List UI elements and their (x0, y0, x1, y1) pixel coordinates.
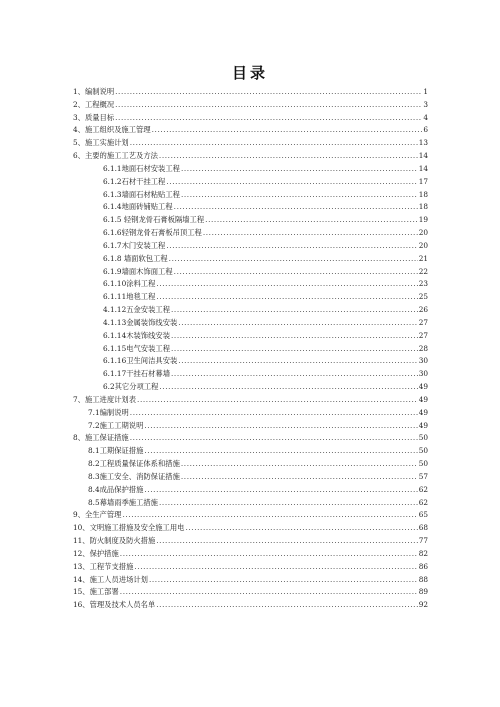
toc-entry-label: 8.4成品保护措施 (88, 484, 144, 494)
toc-leader-dots (156, 536, 417, 545)
toc-entry[interactable] (73, 584, 428, 596)
toc-entry-label: 6.1.4地面砖铺贴工程 (103, 202, 173, 212)
toc-leader-dots (115, 100, 422, 109)
toc-entry-label: 9、全生产管理 (73, 510, 122, 520)
toc-entry-page-number: 22 (418, 266, 428, 276)
toc-leader-dots (181, 472, 418, 481)
toc-entry[interactable] (88, 456, 428, 468)
toc-entry[interactable] (103, 174, 428, 186)
toc-entry-label: 8.5幕墙雨季施工措施 (88, 497, 158, 507)
toc-entry-label: 8.2工程质量保证体系和措施 (88, 459, 180, 469)
toc-entry-page-number: 89 (418, 587, 428, 597)
toc-leader-dots (178, 318, 417, 327)
toc-entry[interactable] (88, 405, 428, 417)
toc-entry-label: 1、编制说明 (73, 87, 115, 96)
toc-entry-label: 4.1.12五金安装工程 (103, 305, 170, 315)
toc-leader-dots (178, 356, 417, 365)
toc-entry[interactable] (73, 122, 428, 134)
toc-entry-page-number: 68 (418, 523, 428, 533)
toc-entry[interactable] (103, 289, 428, 301)
toc-entry-page-number: 19 (418, 215, 428, 225)
toc-entry-page-number: 49 (418, 382, 428, 392)
toc-entry-page-number: 50 (418, 459, 428, 469)
toc-entry-label: 4.1.13金属装饰线安装 (103, 317, 178, 327)
toc-leader-dots (120, 549, 418, 558)
toc-entry-label: 6.1.8 墙面软包工程 (103, 253, 168, 263)
toc-entry[interactable] (73, 559, 428, 571)
toc-leader-dots (144, 446, 417, 455)
toc-entry-page-number: 17 (418, 176, 428, 186)
toc-leader-dots (181, 459, 418, 468)
toc-entry-label: 6.1.3墙面石材粘贴工程 (103, 189, 180, 199)
toc-leader-dots (166, 177, 417, 186)
toc-entry-label: 6.1.15电气安装工程 (103, 343, 170, 353)
toc-entry-page-number: 28 (418, 343, 428, 353)
toc-entry[interactable] (73, 392, 428, 404)
toc-leader-dots (171, 344, 418, 353)
toc-leader-dots (130, 408, 418, 417)
toc-entry[interactable] (73, 520, 428, 532)
toc-entry-page-number: 20 (418, 228, 428, 238)
toc-entry[interactable] (103, 161, 428, 173)
toc-entry-label: 2、工程概况 (73, 99, 115, 109)
toc-entry[interactable] (88, 418, 428, 430)
toc-leader-dots (181, 190, 418, 199)
toc-entry-label: 15、施工部署 (73, 587, 119, 597)
toc-entry-page-number: 30 (418, 369, 428, 379)
toc-entry-label: 11、防火制度及防火措施 (73, 536, 156, 546)
toc-entry[interactable] (73, 507, 428, 519)
toc-entry-label: 3、质量目标 (73, 112, 115, 122)
toc-entry-page-number: 49 (418, 394, 428, 404)
page-title: 目录 (231, 64, 268, 82)
toc-entry-page-number: 30 (418, 356, 428, 366)
toc-leader-dots (137, 395, 418, 404)
toc-entry-page-number: 14 (418, 151, 428, 161)
toc-entry-label: 14、施工人员进场计划 (73, 574, 148, 584)
toc-entry[interactable] (73, 97, 428, 109)
toc-entry-label: 7.1编制说明 (88, 407, 129, 417)
toc-entry-page-number: 4 (423, 112, 428, 122)
toc-entry-label: 6.1.2石材干挂工程 (103, 176, 166, 186)
toc-entry-page-number: 1 (423, 87, 428, 96)
toc-entry-page-number: 27 (418, 330, 428, 340)
toc-entry[interactable] (73, 430, 428, 442)
toc-entry[interactable] (88, 443, 428, 455)
toc-leader-dots (149, 575, 418, 584)
toc-leader-dots (115, 87, 422, 96)
toc-entry-page-number: 50 (418, 446, 428, 456)
toc-entry-page-number: 20 (418, 240, 428, 250)
toc-entry[interactable] (73, 533, 428, 545)
toc-leader-dots (159, 382, 417, 391)
toc-entry-label: 6.1.16卫生间洁具安装 (103, 356, 178, 366)
toc-entry-label: 7、施工进度计划表 (73, 394, 137, 404)
toc-entry[interactable] (103, 353, 428, 365)
toc-leader-dots (174, 202, 418, 211)
toc-entry-label: 16、管理及技术人员名单 (73, 600, 156, 610)
toc-leader-dots (134, 562, 417, 571)
toc-entry[interactable] (73, 597, 428, 609)
toc-entry[interactable] (103, 276, 428, 288)
toc-leader-dots (120, 587, 418, 596)
toc-leader-dots (159, 151, 418, 160)
toc-entry-page-number: 18 (418, 189, 428, 199)
toc-entry-label: 12、保护措施 (73, 548, 119, 558)
toc-entry-label: 6.2其它分项工程 (103, 382, 159, 392)
toc-leader-dots (144, 485, 417, 494)
toc-entry-page-number: 92 (418, 600, 428, 610)
toc-entry-page-number: 82 (418, 548, 428, 558)
toc-entry-label: 6.1.11地毯工程 (103, 292, 156, 302)
toc-leader-dots (174, 267, 418, 276)
toc-leader-dots (181, 164, 418, 173)
toc-entry-page-number: 62 (418, 497, 428, 507)
toc-entry[interactable] (103, 225, 428, 237)
toc-entry[interactable] (88, 469, 428, 481)
toc-entry[interactable] (73, 148, 428, 160)
toc-entry-page-number: 21 (418, 253, 428, 263)
toc-entry-page-number: 65 (418, 510, 428, 520)
toc-entry[interactable] (103, 315, 428, 327)
toc-entry[interactable] (103, 328, 428, 340)
toc-entry-page-number: 13 (418, 138, 428, 148)
toc-entry[interactable] (73, 84, 428, 96)
toc-entry[interactable] (73, 546, 428, 558)
toc-entry-label: 6.1.14木装饰线安装 (103, 330, 170, 340)
toc-leader-dots (171, 305, 418, 314)
toc-leader-dots (205, 215, 418, 224)
toc-entry-page-number: 25 (418, 292, 428, 302)
toc-entry-page-number: 23 (418, 279, 428, 289)
toc-entry-page-number: 49 (418, 407, 428, 417)
toc-entry-label: 6.1.9墙面木饰面工程 (103, 266, 173, 276)
toc-leader-dots (130, 138, 418, 147)
toc-leader-dots (156, 279, 417, 288)
toc-entry[interactable] (73, 135, 428, 147)
toc-leader-dots (115, 113, 422, 122)
toc-entry-label: 10、文明施工措施及安全施工用电 (73, 523, 185, 533)
toc-entry-page-number: 62 (418, 484, 428, 494)
toc-entry-label: 6.1.1地面石材安装工程 (103, 163, 180, 173)
toc-entry[interactable] (73, 572, 428, 584)
toc-entry-page-number: 3 (423, 99, 428, 109)
toc-entry[interactable] (103, 302, 428, 314)
toc-entry-page-number: 88 (418, 574, 428, 584)
toc-leader-dots (156, 292, 417, 301)
toc-entry[interactable] (103, 341, 428, 353)
toc-entry-page-number: 18 (418, 202, 428, 212)
toc-entry-label: 4、施工组织及施工管理 (73, 125, 151, 135)
toc-entry-page-number: 26 (418, 305, 428, 315)
toc-leader-dots (169, 254, 418, 263)
toc-entry[interactable] (103, 212, 428, 224)
toc-entry[interactable] (103, 251, 428, 263)
toc-leader-dots (159, 498, 418, 507)
toc-entry[interactable] (88, 495, 428, 507)
toc-leader-dots (171, 369, 418, 378)
toc-entry-label: 6、主要的施工工艺及方法 (73, 151, 158, 161)
toc-entry-page-number: 77 (418, 536, 428, 546)
toc-leader-dots (166, 241, 417, 250)
toc-entry-label: 13、工程节支措施 (73, 561, 134, 571)
toc-entry-label: 8.1工期保证措施 (88, 446, 144, 456)
toc-entry[interactable] (103, 187, 428, 199)
toc-entry-label: 6.1.7木门安装工程 (103, 240, 166, 250)
toc-entry-page-number: 14 (418, 163, 428, 173)
toc-entry-label: 8、施工保证措施 (73, 433, 129, 443)
toc-entry-page-number: 50 (418, 433, 428, 443)
toc-leader-dots (130, 433, 418, 442)
toc-entry-page-number: 6 (423, 125, 428, 135)
toc-entry-label: 6.1.6轻钢龙骨石膏板吊顶工程 (103, 228, 202, 238)
toc-entry[interactable] (103, 366, 428, 378)
toc-entry-label: 6.1.5 轻钢龙骨石膏板隔墙工程 (103, 215, 205, 225)
toc-entry-label: 8.3施工安全、消防保证措施 (88, 471, 180, 481)
toc-entry[interactable] (73, 110, 428, 122)
toc-leader-dots (144, 421, 417, 430)
toc-leader-dots (122, 510, 417, 519)
toc-leader-dots (171, 331, 418, 340)
toc-entry[interactable] (103, 379, 428, 391)
toc-entry-label: 6.1.17干挂石材幕墙 (103, 369, 170, 379)
toc-leader-dots (203, 228, 418, 237)
toc-leader-dots (152, 125, 423, 134)
toc-entry[interactable] (103, 264, 428, 276)
toc-entry-label: 5、施工实施计划 (73, 138, 129, 148)
toc-entry-page-number: 57 (418, 471, 428, 481)
toc-leader-dots (156, 600, 417, 609)
toc-leader-dots (185, 523, 417, 532)
toc-entry-page-number: 86 (418, 561, 428, 571)
toc-entry[interactable] (103, 199, 428, 211)
toc-entry[interactable] (103, 238, 428, 250)
toc-entry-page-number: 49 (418, 420, 428, 430)
toc-entry-label: 7.2施工工期说明 (88, 420, 144, 430)
toc-entry-label: 6.1.10涂料工程 (103, 279, 156, 289)
toc-entry[interactable] (88, 482, 428, 494)
toc-entry-page-number: 27 (418, 317, 428, 327)
